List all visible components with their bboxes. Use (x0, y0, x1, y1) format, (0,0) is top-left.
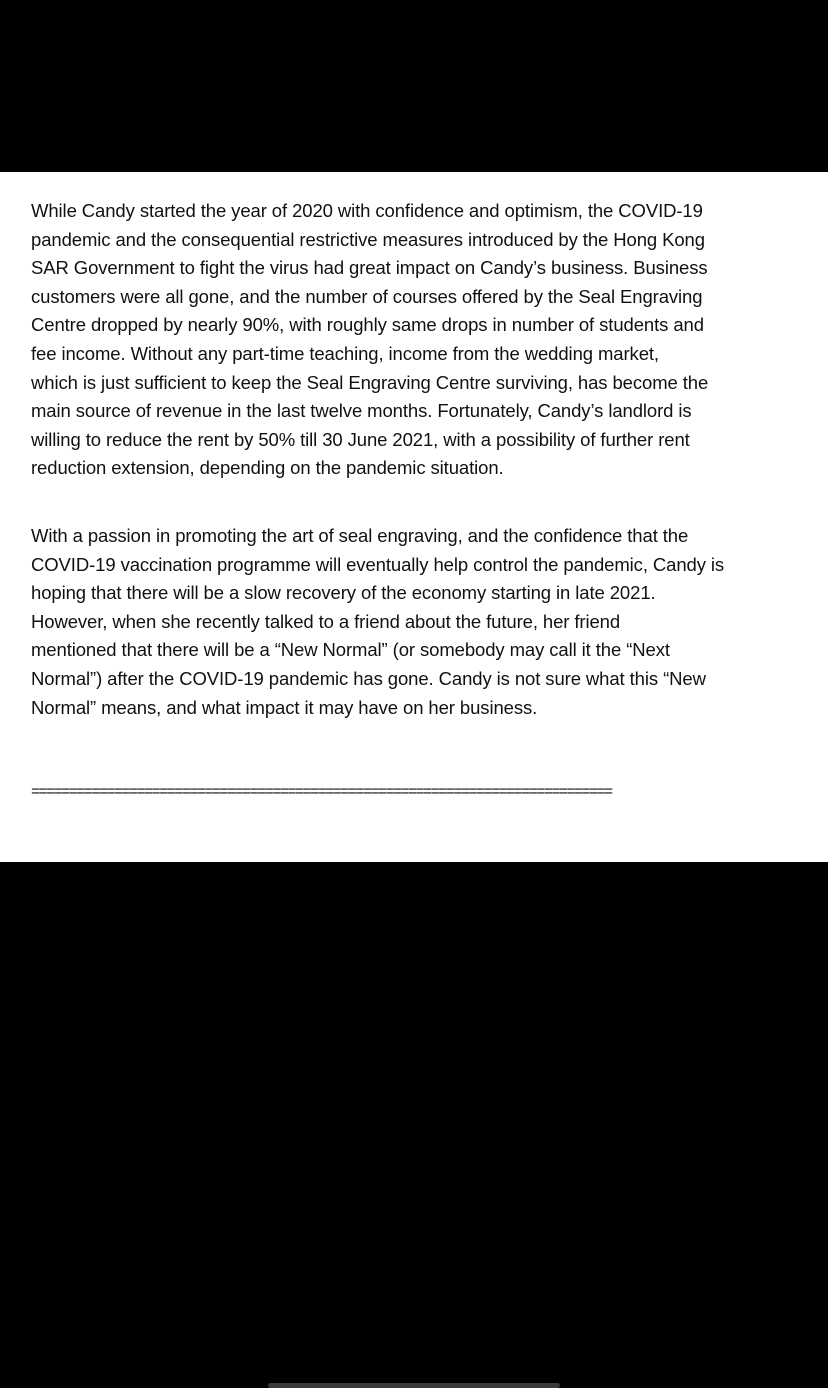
text-line: mentioned that there will be a “New Normal” (or somebody may call it the “Next (31, 639, 670, 661)
text-line: fee income. Without any part-time teaching, income from the wedding market, (31, 342, 659, 364)
text-line: willing to reduce the rent by 50% till 30 June 2021, with a possibility of further rent (31, 428, 690, 450)
text-line: However, when she recently talked to a friend about the future, her friend (31, 610, 621, 632)
text-line: which is just sufficient to keep the Seal Engraving Centre surviving, has become the (31, 371, 709, 393)
text-line: COVID-19 vaccination programme will eventually help control the pandemic, Candy is (31, 553, 725, 575)
home-indicator[interactable] (268, 1383, 560, 1388)
text-line: Normal”) after the COVID-19 pandemic has gone. Candy is not sure what this “New (31, 667, 706, 689)
document-page (0, 172, 828, 862)
text-line: hoping that there will be a slow recovery of the economy starting in late 2021. (31, 582, 656, 604)
separator-line: ============================================================================= (31, 784, 612, 801)
text-line: main source of revenue in the last twelve months. Fortunately, Candy’s landlord is (31, 400, 692, 422)
text-line: Normal” means, and what impact it may have on her business. (31, 696, 538, 718)
text-line: While Candy started the year of 2020 with confidence and optimism, the COVID-19 (31, 200, 703, 221)
text-line: reduction extension, depending on the pandemic situation. (31, 457, 504, 479)
text-line: With a passion in promoting the art of seal engraving, and the confidence that the (31, 524, 689, 546)
paragraph-1 (31, 197, 788, 483)
top-black-area (0, 0, 828, 172)
paragraph-2 (31, 522, 788, 722)
text-line: Centre dropped by nearly 90%, with roughly same drops in number of students and (31, 314, 704, 336)
text-line: customers were all gone, and the number of courses offered by the Seal Engraving (31, 285, 703, 307)
bottom-black-area (0, 862, 828, 1388)
text-line: pandemic and the consequential restrictive measures introduced by the Hong Kong (31, 228, 705, 250)
text-line: SAR Government to fight the virus had great impact on Candy’s business. Business (31, 257, 708, 279)
